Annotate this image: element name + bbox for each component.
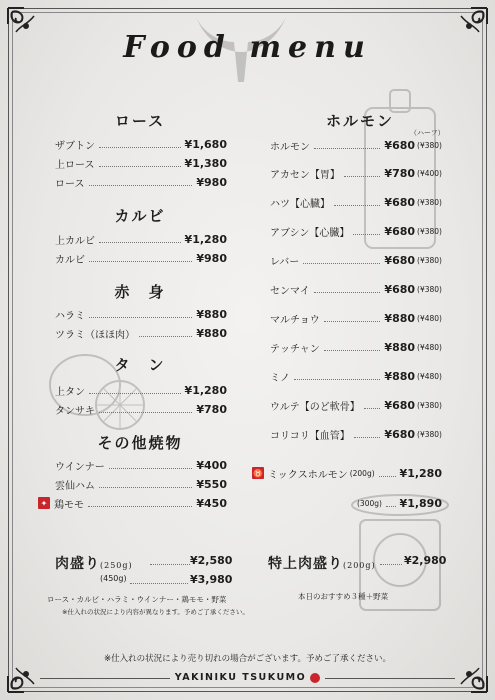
menu-row: ロース ¥980: [55, 175, 227, 190]
menu-row: ✦ 鶏モモ ¥450: [38, 496, 227, 510]
menu-row: ウインナー ¥400: [55, 458, 227, 473]
cow-badge-icon: ♉: [253, 468, 263, 478]
nikumori-note: ※仕入れの状況により内容が異なります。予めご了承ください。: [62, 608, 249, 616]
menu-row: ウルテ【のど軟骨】 ¥680 (¥380): [270, 398, 442, 413]
menu-row: センマイ ¥680 (¥380): [270, 282, 442, 297]
tokujo-price: ¥2,980: [404, 554, 447, 567]
page-title: Food menu: [123, 30, 372, 65]
section-title-karubi: カルビ: [114, 207, 166, 225]
section-title-tan: タ ン: [114, 356, 166, 374]
tokujo-contents: 本日のおすすめ３種＋野菜: [298, 592, 389, 601]
menu-row: テッチャン ¥880 (¥480): [270, 340, 442, 355]
section-title-other: その他焼物: [97, 434, 183, 452]
section-title-akami: 赤 身: [114, 283, 166, 301]
tokujo-nikumori-title: 特上肉盛り(200g): [268, 556, 376, 572]
menu-row: マルチョウ ¥880 (¥480): [270, 311, 442, 326]
menu-row: ザブトン ¥1,680: [55, 137, 227, 152]
nikumori-price-450: ¥3,980: [190, 573, 233, 586]
menu-row: 上ロース ¥1,380: [55, 156, 227, 171]
brand-logo: YAKINIKU TSUKUMO: [0, 672, 495, 683]
mix-horumon-row-2: (300g) ¥1,890: [357, 496, 442, 510]
section-title-rosu: ロース: [114, 112, 166, 130]
nikumori-gram-450: (450g): [100, 574, 127, 583]
menu-row: 雲仙ハム ¥550: [55, 477, 227, 492]
menu-row: 上カルビ ¥1,280: [55, 232, 227, 247]
menu-row: 上タン ¥1,280: [55, 383, 227, 398]
menu-row: レバー ¥680 (¥380): [270, 253, 442, 268]
menu-row: カルビ ¥980: [55, 251, 227, 266]
brand-mark-icon: [310, 673, 320, 683]
mix-horumon-row: ♉ ミックスホルモン (200g) ¥1,280: [253, 466, 442, 481]
menu-row: アカセン【胃】 ¥780 (¥400): [270, 166, 442, 181]
menu-row: ハツ【心臓】 ¥680 (¥380): [270, 195, 442, 210]
menu-row: アブシン【心臓】 ¥680 (¥380): [270, 224, 442, 239]
chicken-badge-icon: ✦: [38, 497, 50, 509]
nikumori-price-250: ¥2,580: [190, 554, 233, 567]
section-title-horumon: ホルモン: [325, 112, 394, 130]
half-header: （ハーフ）: [410, 129, 445, 137]
menu-row: ハラミ ¥880: [55, 307, 227, 322]
menu-row: タンサキ ¥780: [55, 402, 227, 417]
footer-note: ※仕入れの状況により売り切れの場合がございます。予めご了承ください。: [104, 654, 391, 664]
nikumori-title: 肉盛り(250g): [55, 556, 133, 572]
menu-row: コリコリ【血管】 ¥680 (¥380): [270, 427, 442, 442]
nikumori-contents: ロース・カルビ・ハラミ・ウインナー・鶏モモ・野菜: [47, 595, 227, 604]
menu-row: ツラミ（ほほ肉） ¥880: [55, 326, 227, 341]
menu-row: ホルモン ¥680 (¥380): [270, 138, 442, 153]
menu-row: ミノ ¥880 (¥480): [270, 369, 442, 384]
